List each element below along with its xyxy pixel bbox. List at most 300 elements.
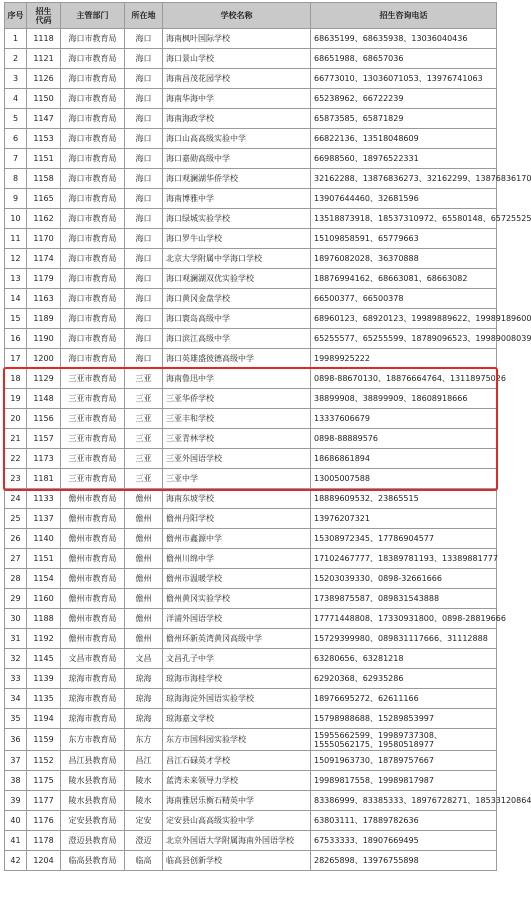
table-row — [5, 169, 497, 189]
phone-cell: 63803111、17889782636 — [311, 811, 497, 831]
table-row — [5, 569, 497, 589]
row-index-cell: 31 — [5, 629, 27, 649]
enroll-code-cell: 1150 — [27, 89, 61, 109]
phone-cell: 68635199、68635938、13036040436 — [311, 29, 497, 49]
col-header-school: 学校名称 — [163, 3, 311, 29]
enroll-code-cell: 1204 — [27, 851, 61, 871]
school-name-cell: 海口景山学校 — [163, 49, 311, 69]
school-name-cell: 海南雅居乐衡石精英中学 — [163, 791, 311, 811]
location-cell: 三亚 — [125, 389, 163, 409]
row-index-cell: 41 — [5, 831, 27, 851]
department-cell: 三亚市教育局 — [61, 429, 125, 449]
location-cell: 儋州 — [125, 549, 163, 569]
enroll-code-cell: 1165 — [27, 189, 61, 209]
table-row — [5, 709, 497, 729]
location-cell: 定安 — [125, 811, 163, 831]
department-cell: 海口市教育局 — [61, 229, 125, 249]
enroll-code-cell: 1147 — [27, 109, 61, 129]
enroll-code-cell: 1200 — [27, 349, 61, 369]
department-cell: 儋州市教育局 — [61, 509, 125, 529]
row-index-cell: 8 — [5, 169, 27, 189]
enroll-code-cell: 1145 — [27, 649, 61, 669]
table-row — [5, 529, 497, 549]
school-name-cell: 儋州川绵中学 — [163, 549, 311, 569]
phone-cell: 15308972345、17786904577 — [311, 529, 497, 549]
department-cell: 海口市教育局 — [61, 349, 125, 369]
table-row — [5, 851, 497, 871]
row-index-cell: 33 — [5, 669, 27, 689]
table-row — [5, 329, 497, 349]
school-name-cell: 文昌孔子中学 — [163, 649, 311, 669]
enroll-code-cell: 1154 — [27, 569, 61, 589]
location-cell: 澄迈 — [125, 831, 163, 851]
row-index-cell: 34 — [5, 689, 27, 709]
row-index-cell: 19 — [5, 389, 27, 409]
location-cell: 儋州 — [125, 629, 163, 649]
phone-cell: 66500377、66500378 — [311, 289, 497, 309]
enroll-code-cell: 1126 — [27, 69, 61, 89]
enroll-code-cell: 1173 — [27, 449, 61, 469]
location-cell: 海口 — [125, 69, 163, 89]
table-row — [5, 771, 497, 791]
col-header-location: 所在地 — [125, 3, 163, 29]
phone-cell: 65255577、65255599、18789096523、19989008039 — [311, 329, 497, 349]
phone-cell: 38899908、38899909、18608918666 — [311, 389, 497, 409]
phone-cell: 15955662599、19989737308、 15550562175、19580518977 — [311, 729, 497, 751]
row-index-cell: 42 — [5, 851, 27, 871]
row-index-cell: 38 — [5, 771, 27, 791]
school-name-cell: 海口滨江高级中学 — [163, 329, 311, 349]
row-index-cell: 25 — [5, 509, 27, 529]
department-cell: 三亚市教育局 — [61, 389, 125, 409]
enroll-code-cell: 1162 — [27, 209, 61, 229]
department-cell: 儋州市教育局 — [61, 489, 125, 509]
table-row — [5, 29, 497, 49]
row-index-cell: 15 — [5, 309, 27, 329]
table-row — [5, 409, 497, 429]
department-cell: 海口市教育局 — [61, 109, 125, 129]
header-row — [5, 3, 497, 29]
school-name-cell: 北京外国语大学附属海南外国语学校 — [163, 831, 311, 851]
school-name-cell: 海南鲁迅中学 — [163, 369, 311, 389]
enroll-code-cell: 1140 — [27, 529, 61, 549]
school-name-cell: 定安县山高高级实验中学 — [163, 811, 311, 831]
location-cell: 海口 — [125, 109, 163, 129]
department-cell: 儋州市教育局 — [61, 589, 125, 609]
table-row — [5, 629, 497, 649]
enroll-code-cell: 1170 — [27, 229, 61, 249]
department-cell: 三亚市教育局 — [61, 409, 125, 429]
school-name-cell: 琼海嘉文学校 — [163, 709, 311, 729]
enroll-code-cell: 1175 — [27, 771, 61, 791]
location-cell: 琼海 — [125, 689, 163, 709]
location-cell: 三亚 — [125, 409, 163, 429]
school-name-cell: 海口嘉勋高级中学 — [163, 149, 311, 169]
location-cell: 三亚 — [125, 369, 163, 389]
location-cell: 海口 — [125, 29, 163, 49]
phone-cell: 18686861894 — [311, 449, 497, 469]
department-cell: 海口市教育局 — [61, 29, 125, 49]
table-body — [5, 29, 531, 871]
table-row — [5, 69, 497, 89]
table-row — [5, 49, 497, 69]
school-name-cell: 海口寰岛高级中学 — [163, 309, 311, 329]
location-cell: 文昌 — [125, 649, 163, 669]
department-cell: 临高县教育局 — [61, 851, 125, 871]
school-name-cell: 海口绿城实验学校 — [163, 209, 311, 229]
table-row — [5, 751, 497, 771]
enroll-code-cell: 1159 — [27, 729, 61, 751]
location-cell: 海口 — [125, 329, 163, 349]
school-name-cell: 蓝湾未来领导力学校 — [163, 771, 311, 791]
school-name-cell: 海南博雅中学 — [163, 189, 311, 209]
enroll-code-cell: 1192 — [27, 629, 61, 649]
location-cell: 海口 — [125, 89, 163, 109]
department-cell: 三亚市教育局 — [61, 369, 125, 389]
location-cell: 儋州 — [125, 489, 163, 509]
phone-cell: 15798988688、15289853997 — [311, 709, 497, 729]
row-index-cell: 32 — [5, 649, 27, 669]
location-cell: 海口 — [125, 249, 163, 269]
phone-cell: 65873585、65871829 — [311, 109, 497, 129]
school-name-cell: 海口观澜湖双优实验学校 — [163, 269, 311, 289]
department-cell: 儋州市教育局 — [61, 549, 125, 569]
school-name-cell: 昌江石碌英才学校 — [163, 751, 311, 771]
row-index-cell: 16 — [5, 329, 27, 349]
location-cell: 东方 — [125, 729, 163, 751]
school-name-cell: 琼海市海桂学校 — [163, 669, 311, 689]
enroll-code-cell: 1194 — [27, 709, 61, 729]
phone-cell: 18889609532、23865515 — [311, 489, 497, 509]
department-cell: 三亚市教育局 — [61, 469, 125, 489]
location-cell: 儋州 — [125, 589, 163, 609]
row-index-cell: 3 — [5, 69, 27, 89]
phone-cell: 66773010、13036071053、13976741063 — [311, 69, 497, 89]
location-cell: 海口 — [125, 269, 163, 289]
enroll-code-cell: 1158 — [27, 169, 61, 189]
enroll-code-cell: 1135 — [27, 689, 61, 709]
phone-cell: 13518873918、18537310972、65580148、65725525 — [311, 209, 497, 229]
location-cell: 海口 — [125, 149, 163, 169]
department-cell: 海口市教育局 — [61, 129, 125, 149]
table-row — [5, 609, 497, 629]
phone-cell: 63280656、63281218 — [311, 649, 497, 669]
table-row — [5, 449, 497, 469]
row-index-cell: 4 — [5, 89, 27, 109]
table-row — [5, 831, 497, 851]
row-index-cell: 10 — [5, 209, 27, 229]
enroll-code-cell: 1181 — [27, 469, 61, 489]
table-row — [5, 109, 497, 129]
department-cell: 海口市教育局 — [61, 69, 125, 89]
location-cell: 琼海 — [125, 709, 163, 729]
phone-cell: 18976695272、62611166 — [311, 689, 497, 709]
phone-cell: 18976082028、36370888 — [311, 249, 497, 269]
school-name-cell: 三亚丰和学校 — [163, 409, 311, 429]
department-cell: 东方市教育局 — [61, 729, 125, 751]
school-name-cell: 三亚外国语学校 — [163, 449, 311, 469]
enroll-code-cell: 1160 — [27, 589, 61, 609]
phone-cell: 28265898、13976755898 — [311, 851, 497, 871]
row-index-cell: 22 — [5, 449, 27, 469]
enroll-code-cell: 1163 — [27, 289, 61, 309]
row-index-cell: 11 — [5, 229, 27, 249]
enroll-code-cell: 1118 — [27, 29, 61, 49]
enroll-code-cell: 1152 — [27, 751, 61, 771]
phone-cell: 0898-88889576 — [311, 429, 497, 449]
phone-cell: 62920368、62935286 — [311, 669, 497, 689]
phone-cell: 13005007588 — [311, 469, 497, 489]
school-name-cell: 三亚中学 — [163, 469, 311, 489]
department-cell: 琼海市教育局 — [61, 709, 125, 729]
row-index-cell: 1 — [5, 29, 27, 49]
phone-cell: 15109858591、65779663 — [311, 229, 497, 249]
phone-cell: 13337606679 — [311, 409, 497, 429]
phone-cell: 15091963730、18789757667 — [311, 751, 497, 771]
enroll-code-cell: 1151 — [27, 149, 61, 169]
school-name-cell: 海南昌茂花园学校 — [163, 69, 311, 89]
enroll-code-cell: 1179 — [27, 269, 61, 289]
department-cell: 定安县教育局 — [61, 811, 125, 831]
department-cell: 海口市教育局 — [61, 309, 125, 329]
row-index-cell: 26 — [5, 529, 27, 549]
department-cell: 儋州市教育局 — [61, 609, 125, 629]
department-cell: 儋州市教育局 — [61, 569, 125, 589]
location-cell: 陵水 — [125, 791, 163, 811]
department-cell: 海口市教育局 — [61, 209, 125, 229]
table-row — [5, 429, 497, 449]
department-cell: 海口市教育局 — [61, 189, 125, 209]
table-row — [5, 349, 497, 369]
phone-cell: 17389875587、089831543888 — [311, 589, 497, 609]
department-cell: 琼海市教育局 — [61, 669, 125, 689]
location-cell: 儋州 — [125, 509, 163, 529]
table-row — [5, 369, 497, 389]
phone-cell: 19989925222 — [311, 349, 497, 369]
department-cell: 海口市教育局 — [61, 149, 125, 169]
location-cell: 三亚 — [125, 469, 163, 489]
enrollment-table — [4, 2, 531, 871]
school-name-cell: 儋州市温暖学校 — [163, 569, 311, 589]
location-cell: 海口 — [125, 349, 163, 369]
department-cell: 琼海市教育局 — [61, 689, 125, 709]
location-cell: 临高 — [125, 851, 163, 871]
table-row — [5, 549, 497, 569]
school-name-cell: 琼海海淀外国语实验学校 — [163, 689, 311, 709]
school-name-cell: 洋浦外国语学校 — [163, 609, 311, 629]
enroll-code-cell: 1190 — [27, 329, 61, 349]
department-cell: 儋州市教育局 — [61, 529, 125, 549]
row-index-cell: 5 — [5, 109, 27, 129]
table-row — [5, 649, 497, 669]
row-index-cell: 35 — [5, 709, 27, 729]
enroll-code-cell: 1139 — [27, 669, 61, 689]
row-index-cell: 9 — [5, 189, 27, 209]
enroll-code-cell: 1178 — [27, 831, 61, 851]
enroll-code-cell: 1148 — [27, 389, 61, 409]
department-cell: 海口市教育局 — [61, 49, 125, 69]
col-header-index: 序号 — [5, 3, 27, 29]
row-index-cell: 14 — [5, 289, 27, 309]
table-row — [5, 791, 497, 811]
phone-cell: 15203039330、0898-32661666 — [311, 569, 497, 589]
table-row — [5, 89, 497, 109]
location-cell: 陵水 — [125, 771, 163, 791]
location-cell: 海口 — [125, 309, 163, 329]
row-index-cell: 40 — [5, 811, 27, 831]
enroll-code-cell: 1153 — [27, 129, 61, 149]
table-row — [5, 209, 497, 229]
row-index-cell: 30 — [5, 609, 27, 629]
school-name-cell: 海南海政学校 — [163, 109, 311, 129]
row-index-cell: 2 — [5, 49, 27, 69]
enroll-code-cell: 1137 — [27, 509, 61, 529]
department-cell: 三亚市教育局 — [61, 449, 125, 469]
row-index-cell: 28 — [5, 569, 27, 589]
enroll-code-cell: 1177 — [27, 791, 61, 811]
department-cell: 昌江县教育局 — [61, 751, 125, 771]
phone-cell: 19989817558、19989817987 — [311, 771, 497, 791]
location-cell: 海口 — [125, 289, 163, 309]
phone-cell: 65238962、66722239 — [311, 89, 497, 109]
row-index-cell: 24 — [5, 489, 27, 509]
school-name-cell: 海南东坡学校 — [163, 489, 311, 509]
table-row — [5, 689, 497, 709]
row-index-cell: 12 — [5, 249, 27, 269]
table-row — [5, 229, 497, 249]
table-row — [5, 269, 497, 289]
school-name-cell: 三亚青林学校 — [163, 429, 311, 449]
school-name-cell: 海南华海中学 — [163, 89, 311, 109]
table-row — [5, 289, 497, 309]
location-cell: 儋州 — [125, 609, 163, 629]
phone-cell: 66988560、18976522331 — [311, 149, 497, 169]
table-row — [5, 149, 497, 169]
phone-cell: 83386999、83385333、18976728271、18533120864 — [311, 791, 497, 811]
row-index-cell: 7 — [5, 149, 27, 169]
row-index-cell: 6 — [5, 129, 27, 149]
table-row — [5, 589, 497, 609]
row-index-cell: 27 — [5, 549, 27, 569]
row-index-cell: 39 — [5, 791, 27, 811]
table-row — [5, 669, 497, 689]
enroll-code-cell: 1176 — [27, 811, 61, 831]
row-index-cell: 17 — [5, 349, 27, 369]
table-row — [5, 469, 497, 489]
department-cell: 海口市教育局 — [61, 169, 125, 189]
location-cell: 儋州 — [125, 529, 163, 549]
department-cell: 陵水县教育局 — [61, 771, 125, 791]
enroll-code-cell: 1156 — [27, 409, 61, 429]
department-cell: 陵水县教育局 — [61, 791, 125, 811]
location-cell: 海口 — [125, 189, 163, 209]
enroll-code-cell: 1174 — [27, 249, 61, 269]
row-index-cell: 23 — [5, 469, 27, 489]
row-index-cell: 21 — [5, 429, 27, 449]
location-cell: 儋州 — [125, 569, 163, 589]
location-cell: 琼海 — [125, 669, 163, 689]
department-cell: 澄迈县教育局 — [61, 831, 125, 851]
phone-cell: 13976207321 — [311, 509, 497, 529]
row-index-cell: 37 — [5, 751, 27, 771]
department-cell: 海口市教育局 — [61, 269, 125, 289]
location-cell: 三亚 — [125, 449, 163, 469]
enroll-code-cell: 1189 — [27, 309, 61, 329]
phone-cell: 68651988、68657036 — [311, 49, 497, 69]
row-index-cell: 36 — [5, 729, 27, 751]
school-name-cell: 儋州黄冈实验学校 — [163, 589, 311, 609]
phone-cell: 17102467777、18389781193、13389881777 — [311, 549, 497, 569]
row-index-cell: 20 — [5, 409, 27, 429]
table-row — [5, 489, 497, 509]
enroll-code-cell: 1121 — [27, 49, 61, 69]
school-name-cell: 北京大学附属中学海口学校 — [163, 249, 311, 269]
enroll-code-cell: 1188 — [27, 609, 61, 629]
table-row — [5, 509, 497, 529]
department-cell: 海口市教育局 — [61, 289, 125, 309]
school-name-cell: 儋州丹阳学校 — [163, 509, 311, 529]
department-cell: 海口市教育局 — [61, 249, 125, 269]
row-index-cell: 13 — [5, 269, 27, 289]
phone-cell: 0898-88670130、18876664764、13118975026 — [311, 369, 497, 389]
location-cell: 海口 — [125, 229, 163, 249]
school-name-cell: 儋州市鑫源中学 — [163, 529, 311, 549]
phone-cell: 15729399980、089831117666、31112888 — [311, 629, 497, 649]
department-cell: 海口市教育局 — [61, 329, 125, 349]
table-row — [5, 729, 497, 751]
school-name-cell: 海口观澜湖华侨学校 — [163, 169, 311, 189]
col-header-phone: 招生咨询电话 — [311, 3, 497, 29]
phone-cell: 67533333、18907669495 — [311, 831, 497, 851]
department-cell: 文昌市教育局 — [61, 649, 125, 669]
phone-cell: 68960123、68920123、19989889622、19989189600 — [311, 309, 497, 329]
table-row — [5, 129, 497, 149]
location-cell: 三亚 — [125, 429, 163, 449]
school-name-cell: 三亚华侨学校 — [163, 389, 311, 409]
school-name-cell: 海南枫叶国际学校 — [163, 29, 311, 49]
phone-cell: 32162288、13876836273、32162299、13876836170 — [311, 169, 497, 189]
row-index-cell: 18 — [5, 369, 27, 389]
phone-cell: 17771448808、17330931800、0898-28819666 — [311, 609, 497, 629]
location-cell: 昌江 — [125, 751, 163, 771]
table-row — [5, 811, 497, 831]
school-name-cell: 海口英雄盛彼德高级中学 — [163, 349, 311, 369]
school-name-cell: 儋州环新英湾黄冈高级中学 — [163, 629, 311, 649]
location-cell: 海口 — [125, 169, 163, 189]
enroll-code-cell: 1157 — [27, 429, 61, 449]
location-cell: 海口 — [125, 129, 163, 149]
table-row — [5, 389, 497, 409]
col-header-department: 主管部门 — [61, 3, 125, 29]
enroll-code-cell: 1129 — [27, 369, 61, 389]
location-cell: 海口 — [125, 49, 163, 69]
col-header-code: 招生 代码 — [27, 3, 61, 29]
school-name-cell: 海口罗牛山学校 — [163, 229, 311, 249]
department-cell: 儋州市教育局 — [61, 629, 125, 649]
location-cell: 海口 — [125, 209, 163, 229]
phone-cell: 66822136、13518048609 — [311, 129, 497, 149]
school-name-cell: 临高县创新学校 — [163, 851, 311, 871]
phone-cell: 18876994162、68663081、68663082 — [311, 269, 497, 289]
enroll-code-cell: 1151 — [27, 549, 61, 569]
table-row — [5, 189, 497, 209]
department-cell: 海口市教育局 — [61, 89, 125, 109]
school-name-cell: 海口山高高级实验中学 — [163, 129, 311, 149]
phone-cell: 13907644460、32681596 — [311, 189, 497, 209]
table-row — [5, 249, 497, 269]
school-name-cell: 海口黄冈金盘学校 — [163, 289, 311, 309]
row-index-cell: 29 — [5, 589, 27, 609]
